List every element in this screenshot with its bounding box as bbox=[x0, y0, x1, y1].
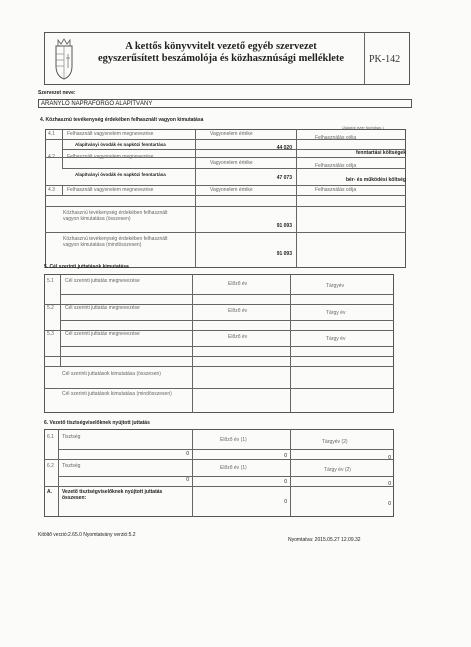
sec5-title: 5. Cél szerinti juttatások kimutatása bbox=[44, 264, 129, 270]
sec5-row1-h-prev: Előző év bbox=[228, 281, 248, 287]
sec4-total2-value: 91 093 bbox=[276, 251, 292, 257]
sec4-row1-value: 44 020 bbox=[276, 145, 292, 151]
sec6-row1-h-prev: Előző év (1) bbox=[220, 437, 247, 443]
sec4-total1-label: Közhasznú tevékenység érdekében felhasznált vagyon kimutatása (összesen) bbox=[63, 210, 168, 222]
sec6-row2-num: 6.2 bbox=[47, 463, 54, 469]
org-label: Szervezet neve: bbox=[38, 90, 76, 96]
sec5-total2-label: Cél szerinti juttatások kimutatása (mindösszesen) bbox=[62, 391, 172, 397]
sec5-row3-h-prev: Előző év bbox=[228, 334, 248, 340]
sec4-row2-h-name: Felhasznált vagyonelem megnevezése bbox=[67, 154, 154, 160]
sec4-row1-h-name: Felhasznált vagyonelem megnevezése bbox=[67, 131, 154, 137]
form-title-line1: A kettős könyvvitelt vezető egyéb szervezet bbox=[125, 41, 317, 52]
sec4-title: 4. Közhasznú tevékenység érdekében felhasznált vagyon kimutatása bbox=[40, 117, 204, 123]
sec4-row3-h-value: Vagyonelem értéke bbox=[210, 187, 253, 193]
sec5-row3-h-cur: Tárgy év bbox=[326, 336, 346, 342]
sec5-row3-h-name: Cél szerinti juttatás megnevezése bbox=[65, 331, 140, 337]
sec6-row1-h-name: Tisztség bbox=[62, 434, 81, 440]
sec5-row1-h-cur: Tárgyév bbox=[326, 283, 345, 289]
sec5-row1-h-name: Cél szerinti juttatás megnevezése bbox=[65, 278, 140, 284]
sec4-row1-h-purpose: Felhasználás célja bbox=[315, 135, 357, 141]
sec5-row2-h-cur: Tárgy év bbox=[326, 310, 346, 316]
sec4-total2-label: Közhasznú tevékenység érdekében felhasznált vagyon kimutatása (mindösszesen) bbox=[63, 236, 168, 248]
sec5-row3-num: 5.3 bbox=[47, 331, 54, 337]
sec4-row3-h-name: Felhasznált vagyonelem megnevezése bbox=[67, 187, 154, 193]
sec6-total-prev: 0 bbox=[284, 499, 287, 505]
sec5-row2-h-prev: Előző év bbox=[228, 308, 248, 314]
sec4-row1-purpose: fenntartási költségek bbox=[355, 150, 406, 156]
footer-printed: Nyomtatva: 2015.05.27 12.09.32 bbox=[288, 537, 361, 543]
coat-of-arms-icon bbox=[52, 36, 76, 80]
sec6-row1-h-cur: Tárgyév (2) bbox=[322, 439, 348, 445]
sec4-note: (Adatok ezer forintban.) bbox=[342, 125, 384, 130]
sec4-row3-h-purpose: Felhasználás célja bbox=[315, 187, 357, 193]
sec4-row2-value: 47 073 bbox=[276, 175, 292, 181]
sec5-row2-h-name: Cél szerinti juttatás megnevezése bbox=[65, 305, 140, 311]
sec6-row1-v-cur: 0 bbox=[388, 455, 391, 461]
sec6-total-cur: 0 bbox=[388, 501, 391, 507]
org-name: ARANYLÓ NAPRAFORGÓ ALAPÍTVÁNY bbox=[41, 101, 153, 107]
sec4-row1-h-value: Vagyonelem értéke bbox=[210, 131, 253, 137]
sec6-row2-v-prev: 0 bbox=[284, 479, 287, 485]
form-title-line2: egyszerűsített beszámolója és közhasznúsági melléklete bbox=[97, 53, 345, 64]
sec6-row1-v-name: 0 bbox=[186, 451, 189, 457]
sec6-row1-num: 6.1 bbox=[47, 434, 54, 440]
sec6-total-label: Vezető tisztségviselőknek nyújtott juttatás összesen: bbox=[62, 489, 163, 501]
sec6-total-num: A. bbox=[47, 489, 52, 495]
sec4-row2-h-purpose: Felhasználás célja bbox=[315, 163, 357, 169]
sec4-row3-num: 4.3 bbox=[48, 187, 55, 193]
sec4-row2-name: Alapítványi óvodák és napközi fenntartása bbox=[75, 172, 166, 177]
sec4-row1-name: Alapítványi óvodák és napközi fenntartása bbox=[75, 142, 166, 147]
sec4-row2-h-value: Vagyonelem értéke bbox=[210, 160, 253, 166]
sec4-row2-num: 4.2 bbox=[48, 154, 55, 160]
footer-version: Kitöltő verzió:2.65.0 Nyomtatvány verzió:5.2 bbox=[38, 532, 136, 538]
sec4-total1-value: 91 093 bbox=[276, 223, 292, 229]
sec6-row2-h-name: Tisztség bbox=[62, 463, 81, 469]
sec5-row1-num: 5.1 bbox=[47, 278, 54, 284]
form-code: PK-142 bbox=[369, 54, 401, 65]
sec6-row2-v-cur: 0 bbox=[388, 481, 391, 487]
sec4-row2-purpose: bér- és működési költség bbox=[345, 177, 406, 183]
sec4-row1-num: 4.1 bbox=[48, 131, 55, 137]
sec5-total1-label: Cél szerinti juttatások kimutatása (összesen) bbox=[62, 371, 161, 377]
sec6-row2-h-cur: Tárgy év (2) bbox=[324, 467, 351, 473]
sec6-row2-v-name: 0 bbox=[186, 477, 189, 483]
sec5-row2-num: 5.2 bbox=[47, 305, 54, 311]
sec6-row1-v-prev: 0 bbox=[284, 453, 287, 459]
sec6-title: 6. Vezető tisztségviselőknek nyújtott juttatás bbox=[44, 420, 150, 426]
sec6-row2-h-prev: Előző év (1) bbox=[220, 465, 247, 471]
